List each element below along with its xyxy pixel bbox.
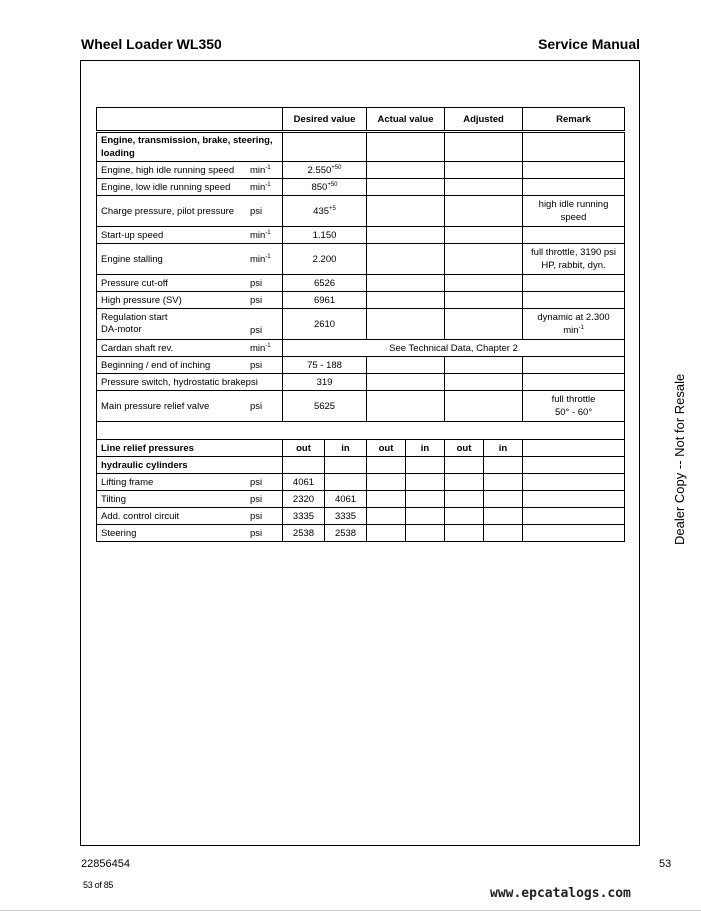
manual-type: Service Manual — [538, 36, 640, 52]
table-row — [97, 196, 625, 227]
in-value: 2538 — [325, 525, 367, 542]
actual-value-cell — [367, 374, 445, 391]
actual-value-cell — [367, 292, 445, 309]
adjusted-cell — [445, 292, 523, 309]
row-label: Tilting — [101, 493, 126, 505]
remark-cell: high idle running speed — [523, 196, 625, 227]
adjusted-cell — [445, 357, 523, 374]
header-desired-value: Desired value — [283, 108, 367, 132]
row-unit: psi — [250, 359, 263, 371]
sub-header-in: in — [484, 440, 523, 457]
row-unit: psi — [250, 294, 263, 306]
remark-cell: full throttle, 3190 psi HP, rabbit, dyn. — [523, 244, 625, 275]
row-unit: $\min^{-1}$ — [250, 342, 271, 354]
row-label: High pressure (SV) — [101, 294, 182, 306]
row-unit: psi — [250, 325, 263, 336]
in-value: 3335 — [325, 508, 367, 525]
adjusted-cell — [445, 374, 523, 391]
section-title: Engine, transmission, brake, steering, loading — [97, 132, 283, 162]
table-row — [97, 244, 625, 275]
remark-cell — [523, 357, 625, 374]
desired-value: $850^{+50}$ — [283, 179, 367, 196]
remark-cell — [523, 374, 625, 391]
desired-value: 319 — [283, 374, 367, 391]
adjusted-cell — [445, 162, 523, 179]
row-unit: psi — [250, 205, 263, 217]
row-label: Cardan shaft rev. — [101, 342, 174, 354]
sub-header-in: in — [325, 440, 367, 457]
table-row — [97, 292, 625, 309]
adjusted-cell — [445, 275, 523, 292]
row-label: Regulation start DA-motor — [101, 312, 168, 335]
table-row — [97, 340, 625, 357]
desired-value: 6526 — [283, 275, 367, 292]
sub-header-out: out — [283, 440, 325, 457]
hydraulic-cylinders-row — [97, 457, 625, 474]
sub-header-out: out — [445, 440, 484, 457]
sub-header-out: out — [367, 440, 406, 457]
row-unit: psi — [250, 476, 263, 488]
line-relief-title: Line relief pressures — [97, 440, 283, 457]
table-row — [97, 391, 625, 422]
remark-cell: full throttle 50° - 60° — [523, 391, 625, 422]
header-remark: Remark — [523, 108, 625, 132]
table-row — [97, 309, 625, 340]
adjusted-cell — [445, 309, 523, 340]
adjusted-cell — [445, 196, 523, 227]
remark-cell — [523, 162, 625, 179]
table-row — [97, 227, 625, 244]
in-value — [325, 474, 367, 491]
table-row — [97, 275, 625, 292]
actual-value-cell — [367, 179, 445, 196]
section-title-row — [97, 132, 625, 162]
table-row — [97, 162, 625, 179]
table-row — [97, 179, 625, 196]
remark-cell — [523, 227, 625, 244]
table-row — [97, 374, 625, 391]
actual-value-cell — [367, 357, 445, 374]
header-adjusted: Adjusted — [445, 108, 523, 132]
actual-value-cell — [367, 196, 445, 227]
document-title: Wheel Loader WL350 — [81, 36, 222, 52]
header-empty — [97, 108, 283, 132]
row-unit: psi — [250, 493, 263, 505]
sub-header-in: in — [406, 440, 445, 457]
website-link[interactable]: www.epcatalogs.com — [490, 886, 631, 901]
table-row — [97, 357, 625, 374]
row-label: Steering — [101, 527, 137, 539]
actual-value-cell — [367, 244, 445, 275]
row-label: Start-up speed — [101, 229, 164, 241]
row-unit: psi — [250, 527, 263, 539]
page-of-indicator: 53 of 85 — [83, 880, 114, 890]
desired-value: 1.150 — [283, 227, 367, 244]
desired-value: 2.200 — [283, 244, 367, 275]
spacer-row — [97, 422, 625, 440]
actual-value-cell — [367, 227, 445, 244]
row-unit: $\min^{-1}$ — [250, 229, 271, 241]
remark-cell — [523, 179, 625, 196]
table-row — [97, 508, 625, 525]
row-label: Engine, high idle running speed — [101, 164, 235, 176]
adjusted-cell — [445, 244, 523, 275]
desired-value: 2610 — [283, 309, 367, 340]
out-value: 2320 — [283, 491, 325, 508]
remark-cell: dynamic at 2.300 $\min^{-1}$ — [523, 309, 625, 340]
row-unit: $\min^{-1}$ — [250, 181, 271, 193]
row-unit: $\min^{-1}$ — [250, 253, 271, 265]
adjusted-cell — [445, 179, 523, 196]
adjusted-cell — [445, 227, 523, 244]
desired-value: 75 - 188 — [283, 357, 367, 374]
desired-value: 5625 — [283, 391, 367, 422]
table-row — [97, 474, 625, 491]
desired-value: $435^{+5}$ — [283, 196, 367, 227]
row-label: Engine, low idle running speed — [101, 181, 231, 193]
row-label: Lifting frame — [101, 476, 154, 488]
hydraulic-cylinders-subtitle: hydraulic cylinders — [97, 457, 283, 474]
actual-value-cell — [367, 162, 445, 179]
adjusted-cell — [445, 391, 523, 422]
spec-table — [96, 107, 625, 542]
desired-value: 6961 — [283, 292, 367, 309]
row-unit: psi — [250, 510, 263, 522]
row-unit: psi — [250, 400, 263, 412]
row-label: Beginning / end of inching — [101, 359, 211, 371]
row-unit: psi — [250, 277, 263, 289]
table-header-row — [97, 108, 625, 132]
row-label: Engine stalling — [101, 253, 163, 265]
line-relief-header-row — [97, 440, 625, 457]
out-value: 3335 — [283, 508, 325, 525]
table-row — [97, 525, 625, 542]
header-actual-value: Actual value — [367, 108, 445, 132]
row-label: Main pressure relief valve — [101, 400, 210, 412]
actual-value-cell — [367, 391, 445, 422]
in-value: 4061 — [325, 491, 367, 508]
remark-cell — [523, 275, 625, 292]
out-value: 4061 — [283, 474, 325, 491]
row-unit: $\min^{-1}$ — [250, 164, 271, 176]
table-row — [97, 491, 625, 508]
row-label: Add. control circuit — [101, 510, 180, 522]
desired-value: $2.550^{+50}$ — [283, 162, 367, 179]
row-label: Pressure cut-off — [101, 277, 168, 289]
page-number: 53 — [659, 858, 672, 870]
remark-cell — [523, 292, 625, 309]
actual-value-cell — [367, 275, 445, 292]
row-label: Charge pressure, pilot pressure — [101, 205, 235, 217]
actual-value-cell — [367, 309, 445, 340]
dealer-copy-note: Dealer Copy -- Not for Resale — [672, 373, 687, 545]
row-label: Pressure switch, hydrostatic brake — [101, 376, 246, 388]
spanned-note: See Technical Data, Chapter 2 — [283, 340, 625, 357]
document-number: 22856454 — [81, 858, 130, 870]
out-value: 2538 — [283, 525, 325, 542]
row-unit: psi — [245, 376, 258, 388]
